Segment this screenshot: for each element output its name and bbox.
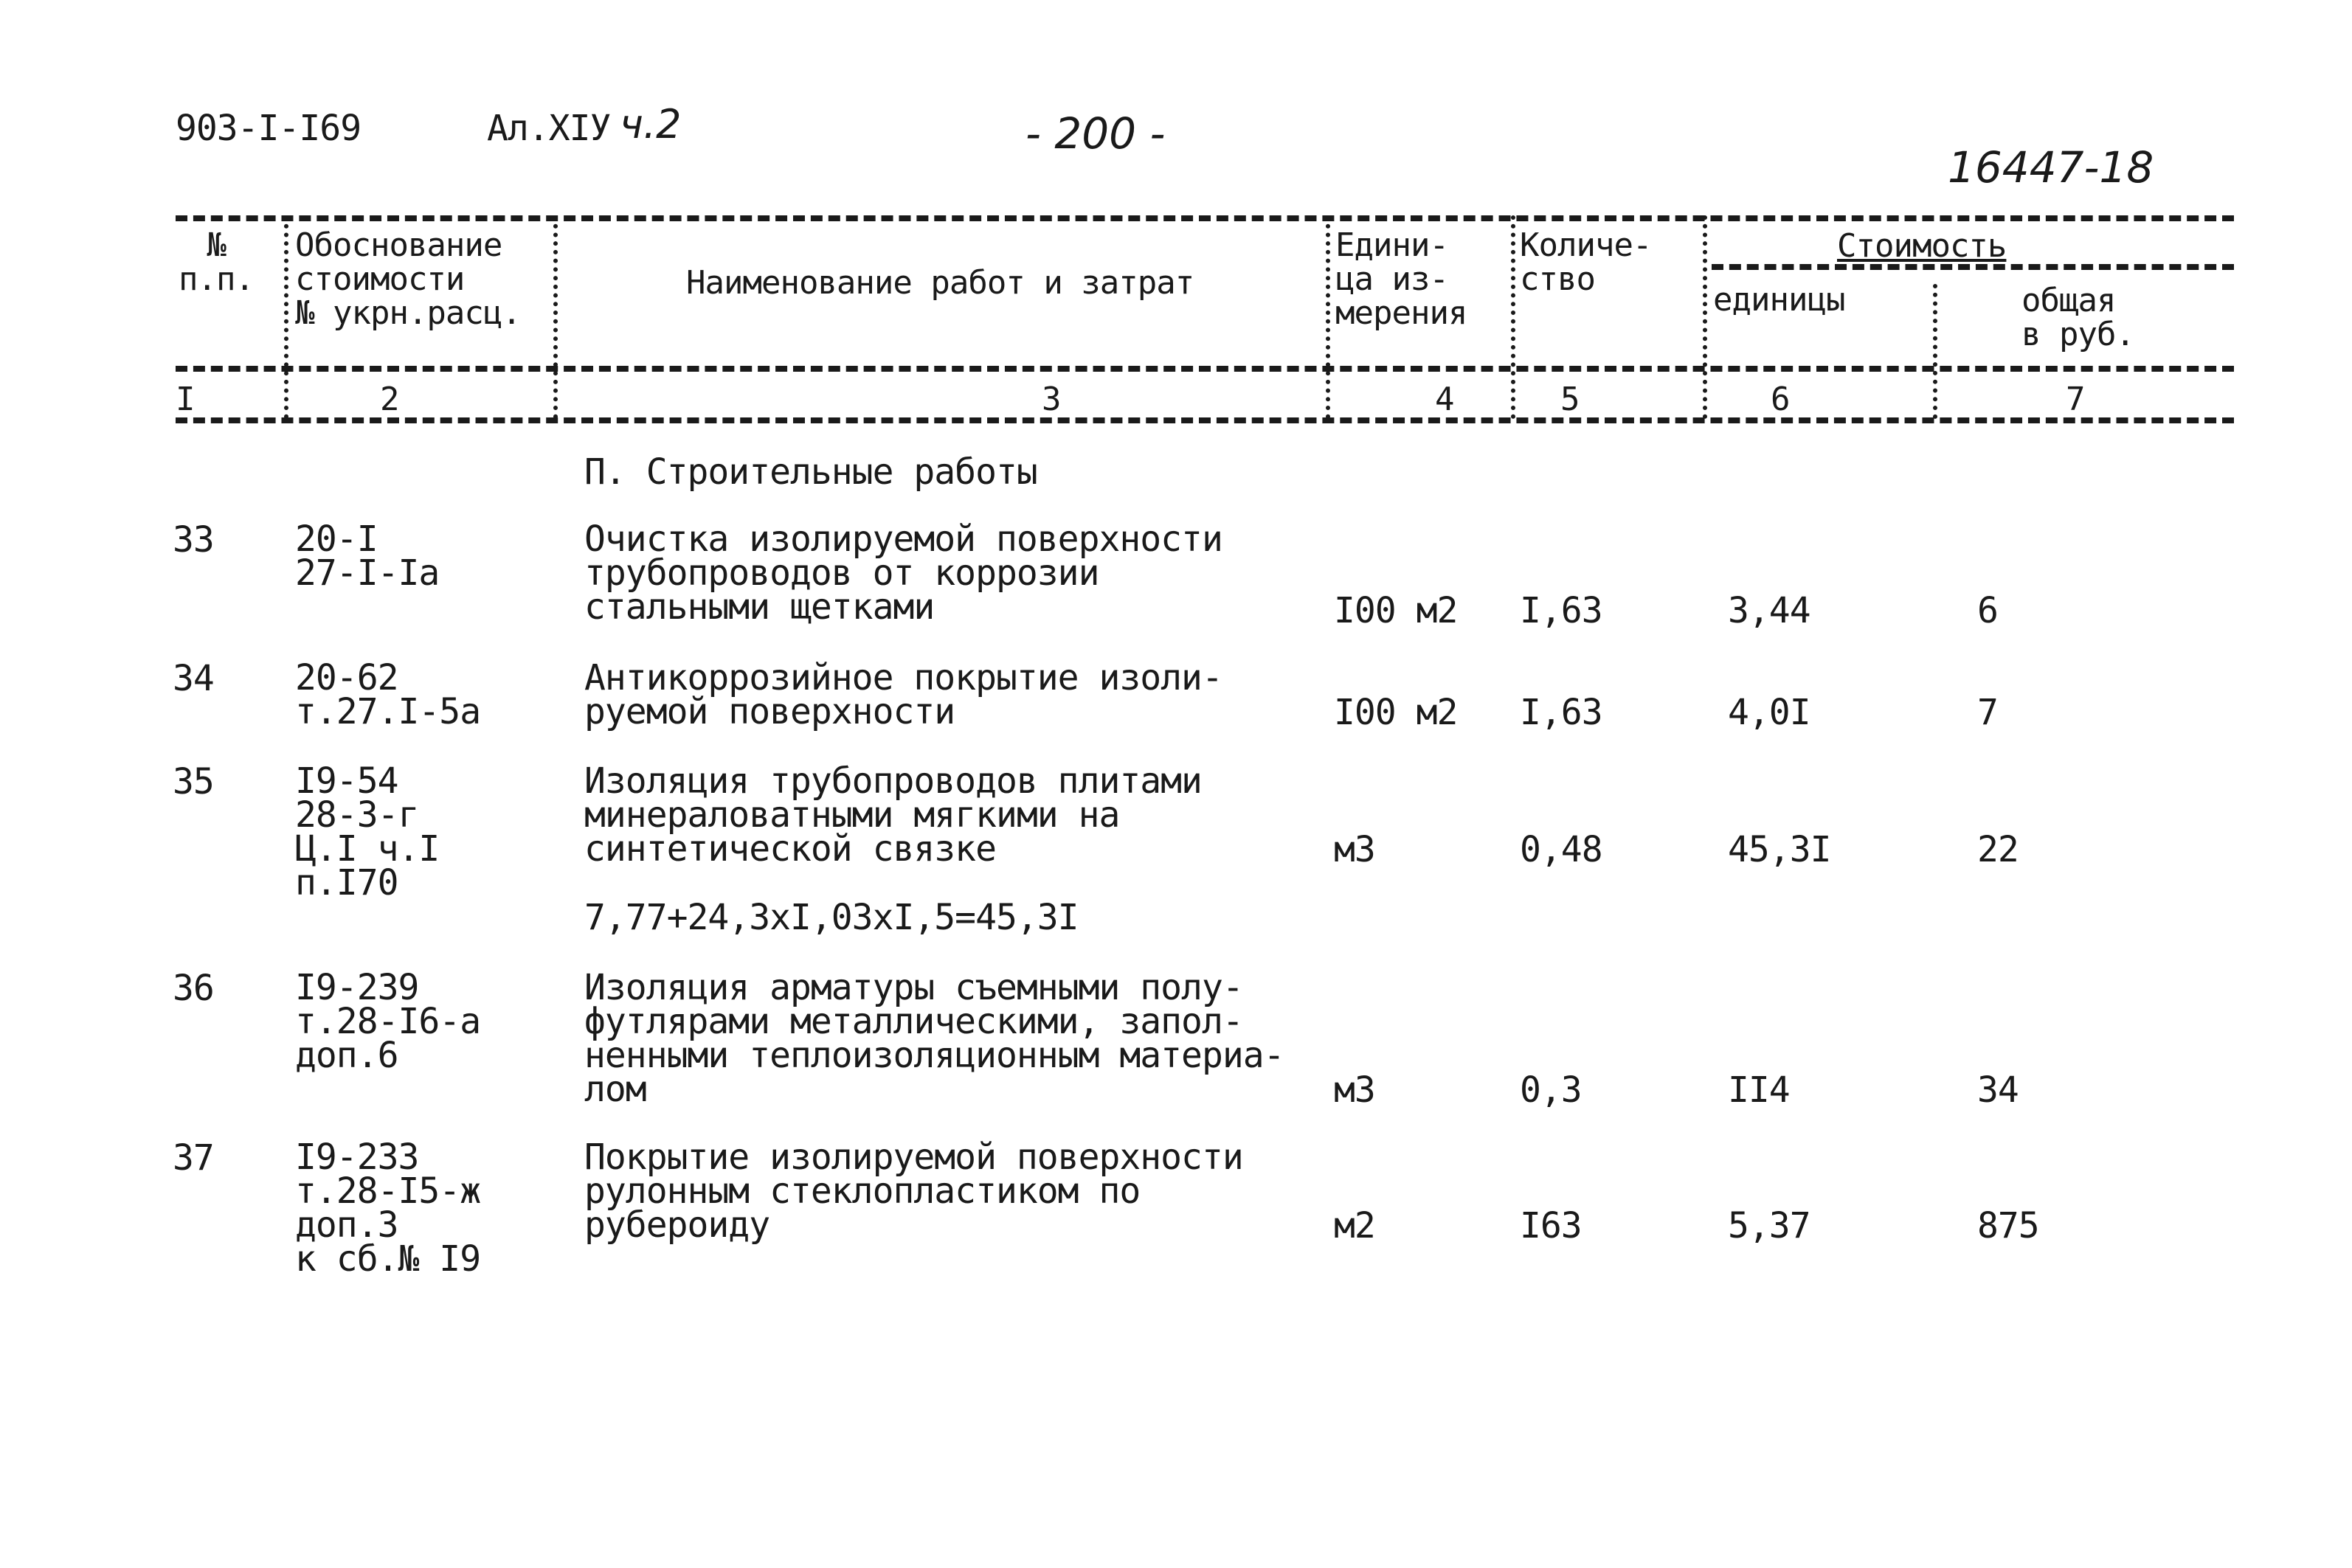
row-basis: I9-54 28-3-г Ц.I ч.I п.I70 bbox=[295, 760, 440, 903]
row-qty: I,63 bbox=[1520, 692, 1602, 733]
row-unit: м3 bbox=[1334, 829, 1375, 870]
header-basis: Обоснование стоимости № укрн.расц. bbox=[295, 226, 521, 332]
row-price: 3,44 bbox=[1728, 590, 1810, 631]
section-title: П. Строительные работы bbox=[584, 451, 1037, 493]
row-unit: I00 м2 bbox=[1334, 590, 1458, 631]
row-price: 5,37 bbox=[1728, 1205, 1810, 1246]
col-number-1: I bbox=[176, 381, 195, 418]
row-price: 45,3I bbox=[1728, 829, 1831, 870]
col-separator-1 bbox=[284, 215, 288, 419]
row-num: 37 bbox=[173, 1137, 214, 1179]
row-num: 33 bbox=[173, 519, 214, 561]
row-basis: I9-239 т.28-I6-а доп.6 bbox=[295, 967, 481, 1076]
row-total: 7 bbox=[1977, 692, 1998, 733]
row-name: Антикоррозийное покрытие изоли- руемой поверхности bbox=[584, 657, 1222, 732]
header-cost-unit: единицы bbox=[1713, 281, 1845, 319]
col-separator-4 bbox=[1511, 215, 1515, 419]
col-separator-5 bbox=[1703, 215, 1707, 419]
row-total: 875 bbox=[1977, 1205, 2039, 1246]
col-separator-6 bbox=[1933, 284, 1937, 419]
row-qty: I,63 bbox=[1520, 590, 1602, 631]
col-number-3: 3 bbox=[1042, 381, 1061, 418]
header-qty: Количе- ство bbox=[1520, 226, 1652, 298]
document-code: 903-I-I69 bbox=[176, 108, 362, 149]
handwritten-stamp-number: 16447-18 bbox=[1948, 142, 2154, 192]
row-name: Изоляция арматуры съемными полу- футлярами металлическими, запол- ненными теплоизоляционным материа- лом bbox=[584, 967, 1284, 1110]
album-part-handwritten: ч.2 bbox=[620, 101, 682, 148]
row-num: 35 bbox=[173, 761, 214, 802]
row-total: 34 bbox=[1977, 1069, 2019, 1111]
col-number-6: 6 bbox=[1771, 381, 1790, 418]
header-name: Наименование работ и затрат bbox=[686, 264, 1194, 302]
row-name: Очистка изолируемой поверхности трубопроводов от коррозии стальными щетками bbox=[584, 518, 1222, 628]
header-num: № п.п. bbox=[179, 226, 254, 298]
header-bottom-rule bbox=[176, 366, 2234, 372]
column-numbers-rule bbox=[176, 417, 2234, 423]
row-basis: 20-I 27-I-Ia bbox=[295, 518, 440, 594]
cost-subheader-rule bbox=[1712, 264, 2234, 270]
row-qty: 0,3 bbox=[1520, 1069, 1582, 1111]
header-unit: Едини- ца из- мерения bbox=[1335, 226, 1467, 332]
row-unit: м3 bbox=[1334, 1069, 1375, 1111]
col-number-5: 5 bbox=[1560, 381, 1580, 418]
row-num: 34 bbox=[173, 658, 214, 699]
col-number-7: 7 bbox=[2066, 381, 2085, 418]
col-separator-2 bbox=[553, 215, 558, 419]
row-name: Покрытие изолируемой поверхности рулонным стеклопластиком по рубероиду bbox=[584, 1137, 1243, 1246]
row-basis: I9-233 т.28-I5-ж доп.3 к сб.№ I9 bbox=[295, 1137, 481, 1280]
row-num: 36 bbox=[173, 968, 214, 1009]
row-total: 6 bbox=[1977, 590, 1998, 631]
table-top-rule bbox=[176, 215, 2234, 221]
col-number-2: 2 bbox=[380, 381, 399, 418]
row-unit: м2 bbox=[1334, 1205, 1375, 1246]
row-qty: 0,48 bbox=[1520, 829, 1602, 870]
header-cost-total: общая в руб. bbox=[2021, 282, 2134, 353]
row-basis: 20-62 т.27.I-5а bbox=[295, 657, 481, 732]
col-number-4: 4 bbox=[1435, 381, 1454, 418]
row-total: 22 bbox=[1977, 829, 2019, 870]
row-qty: I63 bbox=[1520, 1205, 1582, 1246]
album-label: Ал.XIУ bbox=[487, 108, 611, 149]
page-number: - 200 - bbox=[1025, 108, 1166, 159]
row-price: II4 bbox=[1728, 1069, 1790, 1111]
row-price: 4,0I bbox=[1728, 692, 1810, 733]
col-separator-3 bbox=[1326, 215, 1330, 419]
row-calc-note: 7,77+24,3хI,03хI,5=45,3I bbox=[584, 897, 1079, 938]
row-unit: I00 м2 bbox=[1334, 692, 1458, 733]
header-cost: Стоимость bbox=[1837, 227, 2007, 265]
row-name: Изоляция трубопроводов плитами минераловатными мягкими на синтетической связке bbox=[584, 760, 1202, 870]
